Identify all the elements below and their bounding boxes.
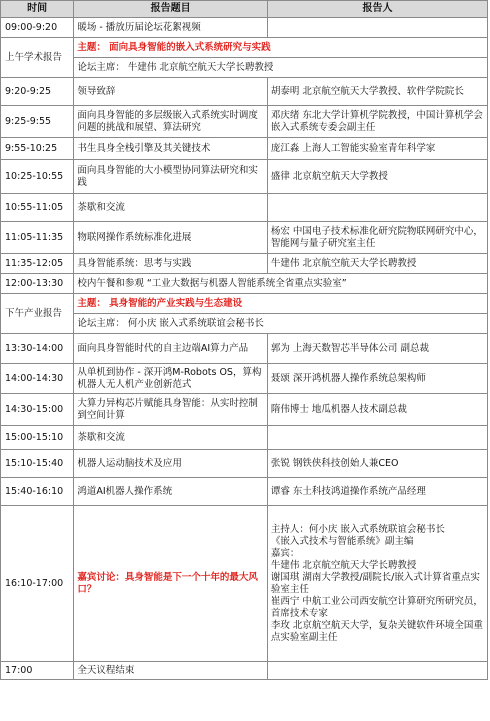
title-cell: 面向具身智能的大小模型协同算法研究和实践 [74,160,268,194]
table-row [1,106,488,138]
speaker-cell: 盛律 北京航空航天大学教授 [267,160,487,194]
section-theme-row [1,38,488,58]
speaker-cell: 张锐 钢铁侠科技创始人兼CEO [267,450,487,478]
time-cell: 9:25-9:55 [1,106,74,138]
table-row [1,222,488,254]
section-label-afternoon: 下午产业报告 [1,294,74,334]
panel-speaker-line: 李玫 北京航空航天大学，复杂关键软件环境全国重点实验室副主任 [270,619,483,643]
table-row [1,254,488,274]
time-cell: 14:30-15:00 [1,394,74,426]
table-row [1,478,488,506]
section-host-row [1,58,488,78]
time-cell: 10:25-10:55 [1,160,74,194]
speaker-cell: 胡泰明 北京航空航天大学教授、软件学院院长 [267,78,487,106]
title-cell: 具身智能系统：思考与实践 [74,254,268,274]
time-cell: 09:00-9:20 [1,18,74,38]
section-host-afternoon: 论坛主席： 何小庆 嵌入式系统联谊会秘书长 [74,314,488,334]
panel-speaker-line: 嘉宾： [270,547,300,559]
table-row [1,138,488,160]
title-cell: 校内午餐和参观 “工业大数据与机器人智能系统全省重点实验室” [74,274,488,294]
title-cell: 暖场 - 播放历届论坛花絮视频 [74,18,268,38]
time-cell: 15:40-16:10 [1,478,74,506]
speaker-cell [267,194,487,222]
panel-speaker-line: 牛建伟 北京航空航天大学长聘教授 [270,559,417,571]
section-theme-row [1,294,488,314]
table-row [1,334,488,364]
speaker-cell: 聂颂 深开鸿机器人操作系统总架构师 [267,364,487,394]
time-cell: 10:55-11:05 [1,194,74,222]
title-cell: 茶歇和交流 [74,426,268,450]
time-cell: 9:55-10:25 [1,138,74,160]
time-cell: 17:00 [1,662,74,680]
panel-discussion-title: 嘉宾讨论：具身智能是下一个十年的最大风口？ [74,506,268,662]
title-cell: 大算力异构芯片赋能具身智能：从实时控制到空间计算 [74,394,268,426]
table-row [1,274,488,294]
title-cell: 物联网操作系统标准化进展 [74,222,268,254]
section-label-morning: 上午学术报告 [1,38,74,78]
title-cell: 面向具身智能时代的自主边端AI算力产品 [74,334,268,364]
time-cell: 12:00-13:30 [1,274,74,294]
speaker-cell: 杨宏 中国电子技术标准化研究院物联网研究中心，智能网与量子研究室主任 [267,222,487,254]
panel-speaker-line: 谢国琪 湖南大学教授/副院长/嵌入式计算省重点实验室主任 [270,571,480,595]
header-title: 报告题目 [74,1,268,18]
table-row [1,78,488,106]
title-cell: 书生具身全栈引擎及其关键技术 [74,138,268,160]
speaker-cell: 郭为 上海天数智芯半导体公司 副总裁 [267,334,487,364]
title-cell: 面向具身智能的多层级嵌入式系统实时调度问题的挑战和展望、算法研究 [74,106,268,138]
panel-speaker-line: 崔西宁 中航工业公司西安航空计算研究所研究员，首席技术专家 [270,595,483,619]
panel-speakers-cell [267,506,487,662]
table-row [1,450,488,478]
time-cell: 16:10-17:00 [1,506,74,662]
time-cell: 15:00-15:10 [1,426,74,450]
speaker-cell [267,662,487,680]
title-cell: 领导致辞 [74,78,268,106]
table-row [1,506,488,662]
speaker-cell [267,426,487,450]
time-cell: 15:10-15:40 [1,450,74,478]
table-row [1,364,488,394]
speaker-cell [267,18,487,38]
panel-speaker-line: 主持人：何小庆 嵌入式系统联谊会秘书长 [270,523,445,535]
time-cell: 11:35-12:05 [1,254,74,274]
speaker-cell: 庞江淼 上海人工智能实验室青年科学家 [267,138,487,160]
title-cell: 从单机到协作 - 深开鸿M-Robots OS，算构机器人无人机产业创新范式 [74,364,268,394]
time-cell: 9:20-9:25 [1,78,74,106]
title-cell: 机器人运动脑技术及应用 [74,450,268,478]
header-time: 时间 [1,1,74,18]
table-header-row [1,1,488,18]
title-cell: 全天议程结束 [74,662,268,680]
section-host-morning: 论坛主席： 牛建伟 北京航空航天大学长聘教授 [74,58,488,78]
table-row [1,426,488,450]
table-row [1,662,488,680]
time-cell: 14:00-14:30 [1,364,74,394]
table-row [1,394,488,426]
speaker-cell: 牛建伟 北京航空航天大学长聘教授 [267,254,487,274]
speaker-cell: 谭睿 东土科技鸿道操作系统产品经理 [267,478,487,506]
table-row [1,194,488,222]
table-row [1,160,488,194]
panel-speaker-line: 《嵌入式技术与智能系统》副主编 [270,535,414,547]
speaker-cell: 隋伟博士 地瓜机器人技术副总裁 [267,394,487,426]
title-cell: 鸿道AI机器人操作系统 [74,478,268,506]
section-theme-afternoon: 主题： 具身智能的产业实践与生态建设 [74,294,488,314]
section-theme-morning: 主题： 面向具身智能的嵌入式系统研究与实践 [74,38,488,58]
section-host-row [1,314,488,334]
header-speaker: 报告人 [267,1,487,18]
time-cell: 13:30-14:00 [1,334,74,364]
table-row [1,18,488,38]
title-cell: 茶歇和交流 [74,194,268,222]
time-cell: 11:05-11:35 [1,222,74,254]
speaker-cell: 邓庆绪 东北大学计算机学院教授，中国计算机学会嵌入式系统专委会副主任 [267,106,487,138]
